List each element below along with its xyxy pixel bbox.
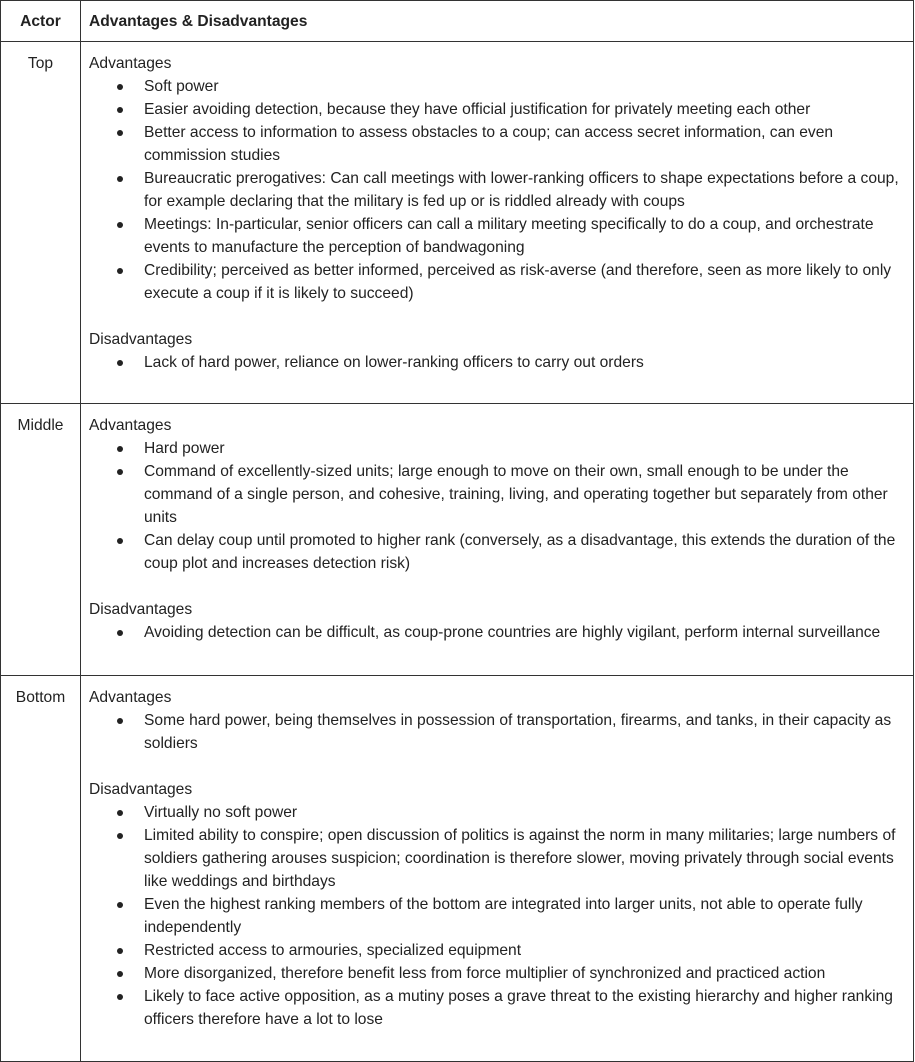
list-item: Can delay coup until promoted to higher rank (conversely, as a disadvantage, this extends the duration of the coup plot and increases detection risk) — [144, 529, 905, 575]
content-cell — [81, 42, 914, 404]
list-item: Some hard power, being themselves in possession of transportation, firearms, and tanks, in their capacity as soldiers — [144, 709, 905, 755]
disadvantages-label: Disadvantages — [89, 781, 193, 798]
advantages-list — [89, 709, 905, 755]
list-item: Command of excellently-sized units; large enough to move on their own, small enough to be under the command of a single person, and cohesive, training, living, and operating together but separately from other units — [144, 460, 905, 529]
list-item: Likely to face active opposition, as a mutiny poses a grave threat to the existing hierarchy and higher ranking officers therefore have a lot to lose — [144, 985, 905, 1031]
table-row-top — [1, 42, 914, 404]
disadvantages-list — [89, 801, 905, 1031]
list-item: Hard power — [144, 437, 905, 460]
list-item: Restricted access to armouries, specialized equipment — [144, 939, 905, 962]
list-item: More disorganized, therefore benefit less from force multiplier of synchronized and practiced action — [144, 962, 905, 985]
disadvantages-list — [89, 621, 905, 644]
header-advantages-disadvantages: Advantages & Disadvantages — [81, 1, 914, 42]
actor-cell: Top — [1, 42, 81, 404]
list-item: Easier avoiding detection, because they have official justification for privately meeting each other — [144, 98, 905, 121]
header-actor: Actor — [1, 1, 81, 42]
table-row-middle — [1, 404, 914, 676]
advantages-list — [89, 75, 905, 305]
list-item: Even the highest ranking members of the bottom are integrated into larger units, not able to operate fully independently — [144, 893, 905, 939]
list-item: Better access to information to assess obstacles to a coup; can access secret information, can even commission studies — [144, 121, 905, 167]
disadvantages-list — [89, 351, 905, 374]
list-item: Avoiding detection can be difficult, as coup-prone countries are highly vigilant, perform internal surveillance — [144, 621, 905, 644]
list-item: Limited ability to conspire; open discussion of politics is against the norm in many militaries; large numbers of soldiers gathering arouses suspicion; coordination is therefore slower, moving privately through social events like weddings and birthdays — [144, 824, 905, 893]
table-row-bottom — [1, 676, 914, 1062]
advantages-label: Advantages — [89, 417, 172, 434]
list-item: Soft power — [144, 75, 905, 98]
list-item: Bureaucratic prerogatives: Can call meetings with lower-ranking officers to shape expectations before a coup, for example declaring that the military is fed up or is riddled already with coups — [144, 167, 905, 213]
list-item: Lack of hard power, reliance on lower-ranking officers to carry out orders — [144, 351, 905, 374]
advantages-label: Advantages — [89, 55, 172, 72]
content-cell — [81, 676, 914, 1062]
advantages-list — [89, 437, 905, 575]
content-cell — [81, 404, 914, 676]
list-item: Meetings: In-particular, senior officers can call a military meeting specifically to do a coup, and orchestrate events to manufacture the perception of bandwagoning — [144, 213, 905, 259]
advantages-label: Advantages — [89, 689, 172, 706]
list-item: Credibility; perceived as better informed, perceived as risk-averse (and therefore, seen as more likely to only execute a coup if it is likely to succeed) — [144, 259, 905, 305]
list-item: Virtually no soft power — [144, 801, 905, 824]
actor-cell: Bottom — [1, 676, 81, 1062]
actor-cell: Middle — [1, 404, 81, 676]
header-row — [1, 1, 914, 42]
disadvantages-label: Disadvantages — [89, 601, 193, 618]
disadvantages-label: Disadvantages — [89, 331, 193, 348]
